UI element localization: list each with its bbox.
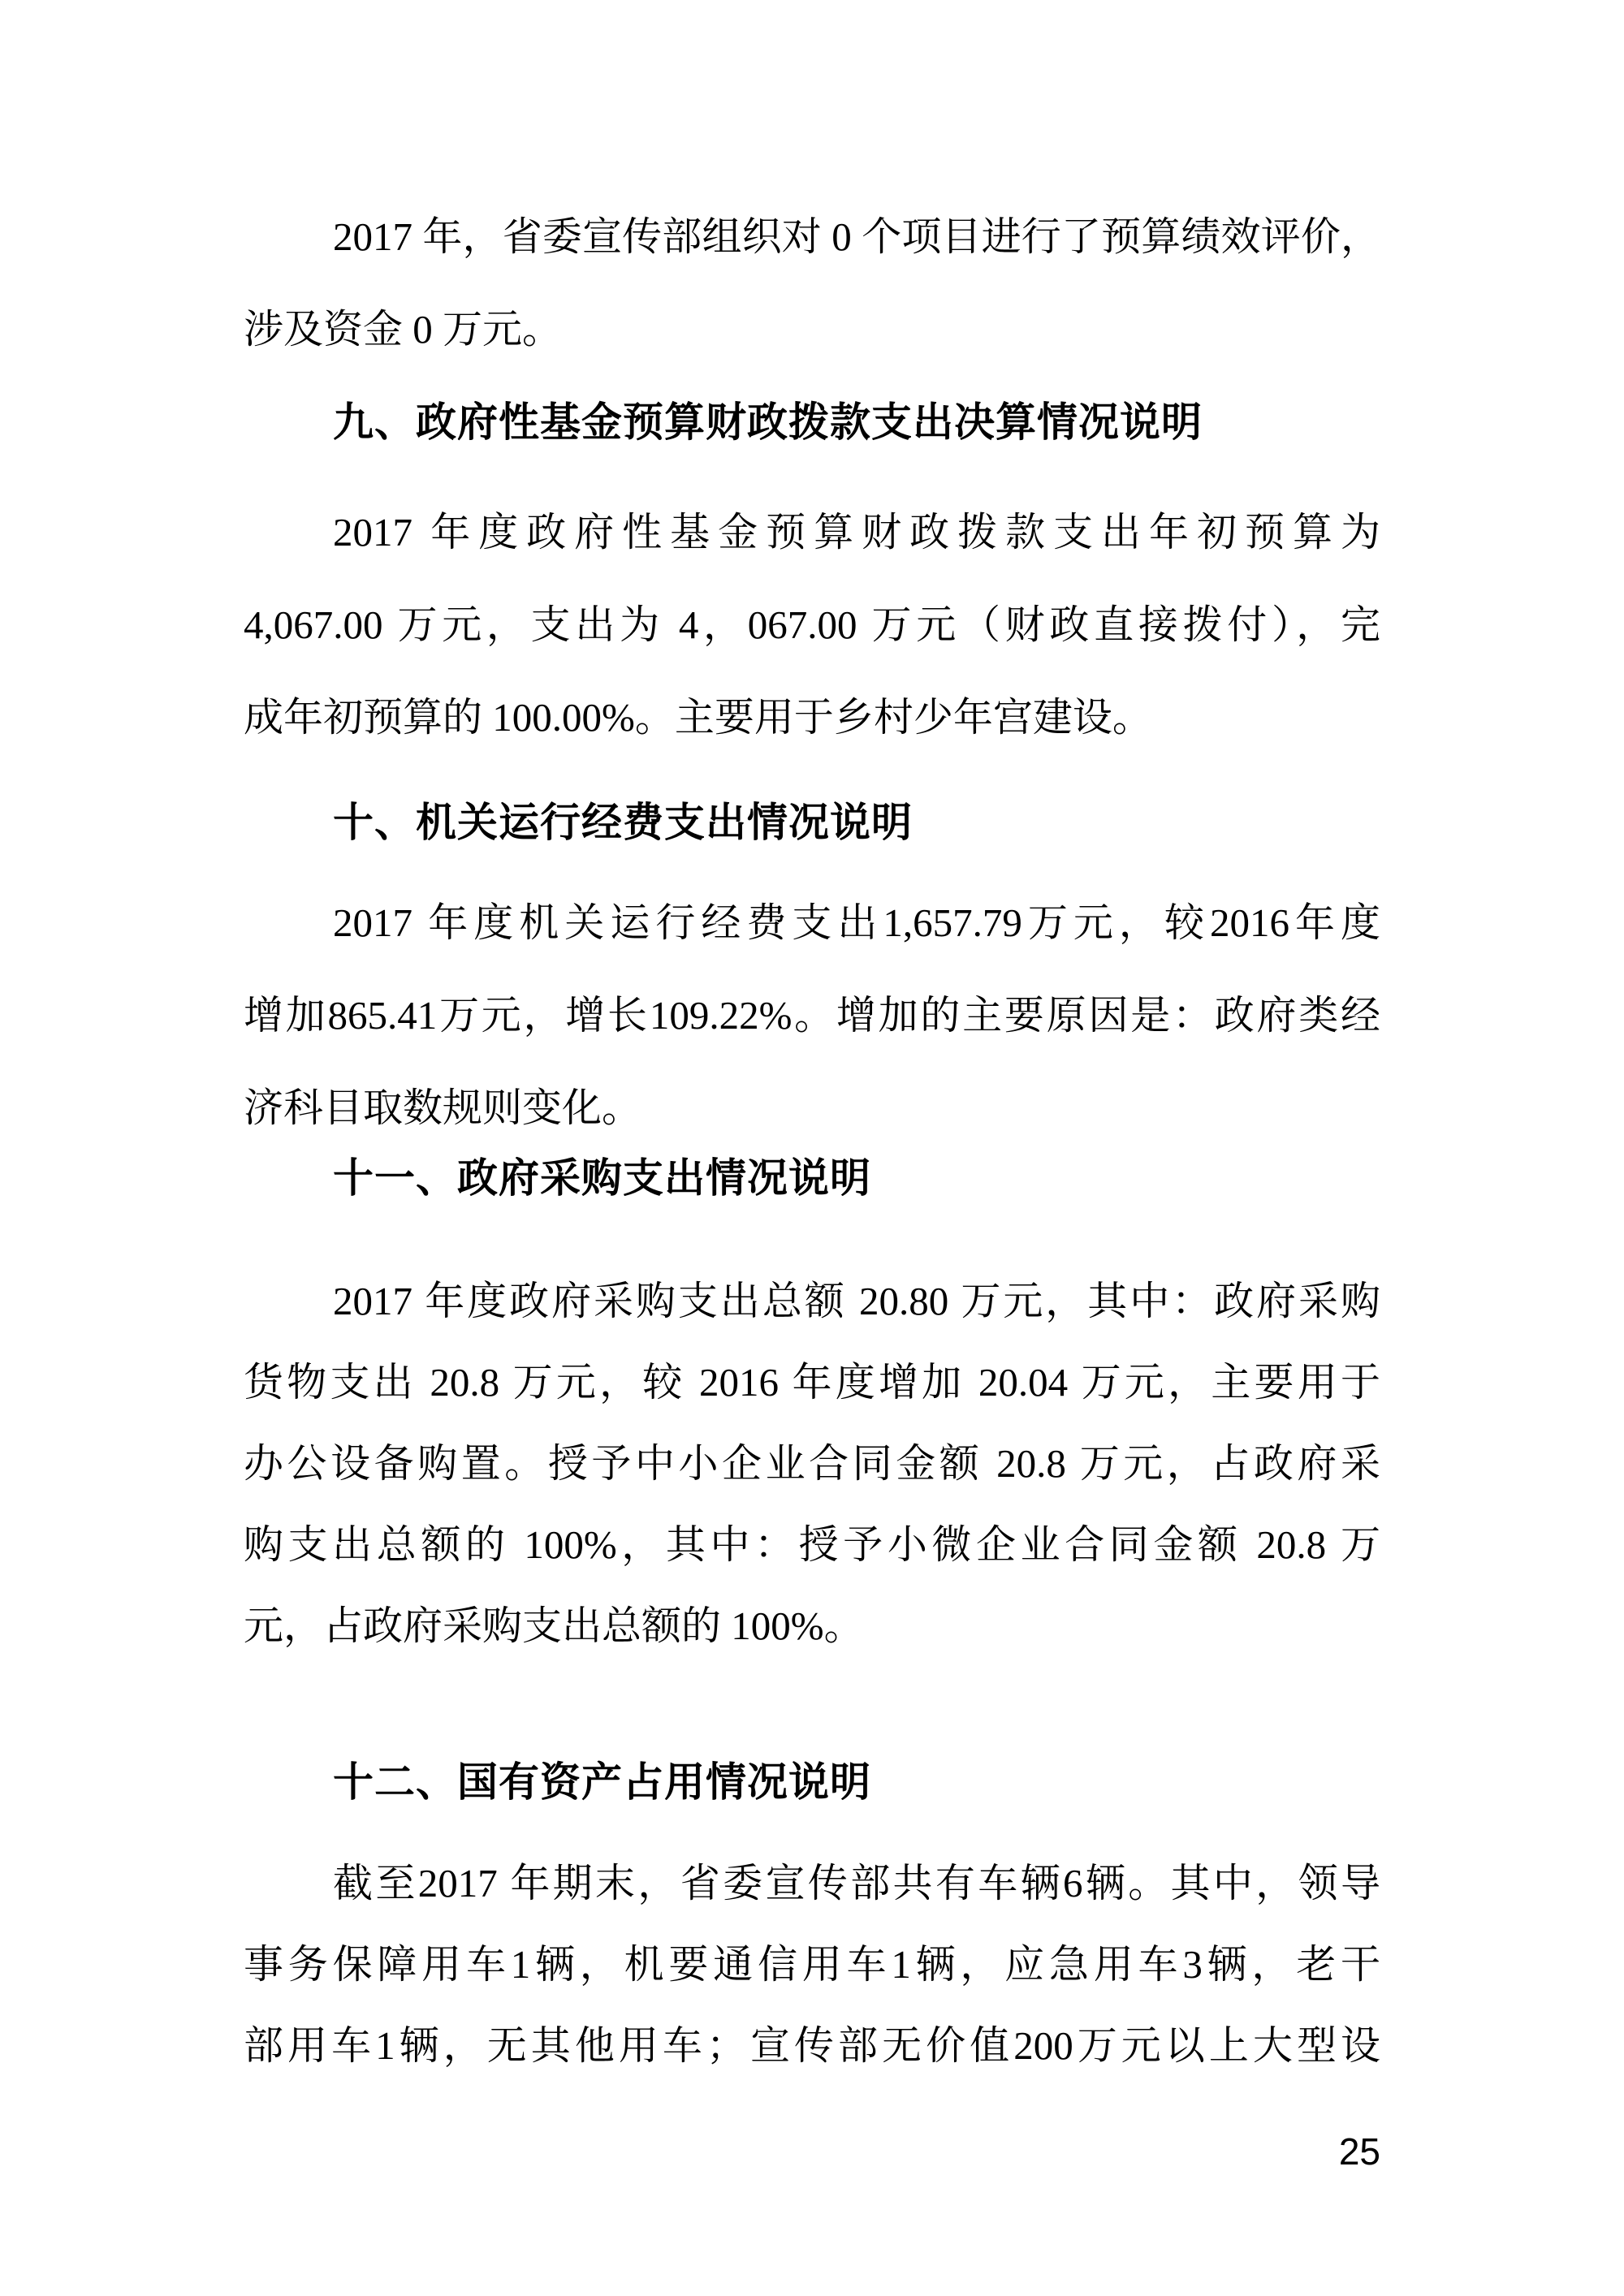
paragraph-line: 涉及资金 0 万元。 — [244, 307, 563, 352]
paragraph-operating-expenses — [244, 877, 1380, 1154]
section-heading-12: 十二、国有资产占用情况说明 — [333, 1759, 871, 1805]
page-number: 25 — [1338, 2130, 1380, 2173]
paragraph-line: 4,067.00 万元，支出为 4，067.00 万元（财政直接拨付），完 — [244, 602, 1380, 647]
section-heading-11: 十一、政府采购支出情况说明 — [333, 1155, 871, 1201]
section-heading-9: 九、政府性基金预算财政拨款支出决算情况说明 — [333, 399, 1203, 445]
paragraph-performance-evaluation — [244, 191, 1380, 376]
paragraph-line: 增加865.41万元，增长109.22%。增加的主要原因是：政府类经 — [244, 993, 1380, 1038]
paragraph-government-procurement — [244, 1261, 1380, 1667]
paragraph-line: 货物支出 20.8 万元，较 2016 年度增加 20.04 万元，主要用于 — [244, 1360, 1380, 1405]
paragraph-government-fund-budget — [244, 486, 1380, 764]
paragraph-line: 部用车1辆，无其他用车；宣传部无价值200万元以上大型设 — [244, 2023, 1380, 2068]
paragraph-line: 购支出总额的 100%，其中：授予小微企业合同金额 20.8 万 — [244, 1522, 1380, 1567]
paragraph-line: 成年初预算的 100.00%。主要用于乡村少年宫建设。 — [244, 695, 1152, 740]
paragraph-line: 济科目取数规则变化。 — [244, 1085, 642, 1130]
paragraph-line: 2017 年度机关运行经费支出1,657.79万元，较2016年度 — [333, 900, 1380, 945]
paragraph-line: 截至2017 年期末，省委宣传部共有车辆6辆。其中，领导 — [333, 1861, 1380, 1905]
paragraph-state-assets — [244, 1843, 1380, 2087]
paragraph-line: 事务保障用车1辆，机要通信用车1辆，应急用车3辆，老干 — [244, 1942, 1380, 1987]
paragraph-line: 2017 年，省委宣传部组织对 0 个项目进行了预算绩效评价， — [333, 214, 1380, 259]
paragraph-line: 2017 年度政府性基金预算财政拨款支出年初预算为 — [333, 510, 1380, 555]
paragraph-line: 元，占政府采购支出总额的 100%。 — [244, 1603, 864, 1648]
paragraph-line: 办公设备购置。授予中小企业合同金额 20.8 万元，占政府采 — [244, 1441, 1380, 1486]
paragraph-line: 2017 年度政府采购支出总额 20.80 万元，其中：政府采购 — [333, 1279, 1380, 1323]
section-heading-10: 十、机关运行经费支出情况说明 — [333, 800, 913, 845]
